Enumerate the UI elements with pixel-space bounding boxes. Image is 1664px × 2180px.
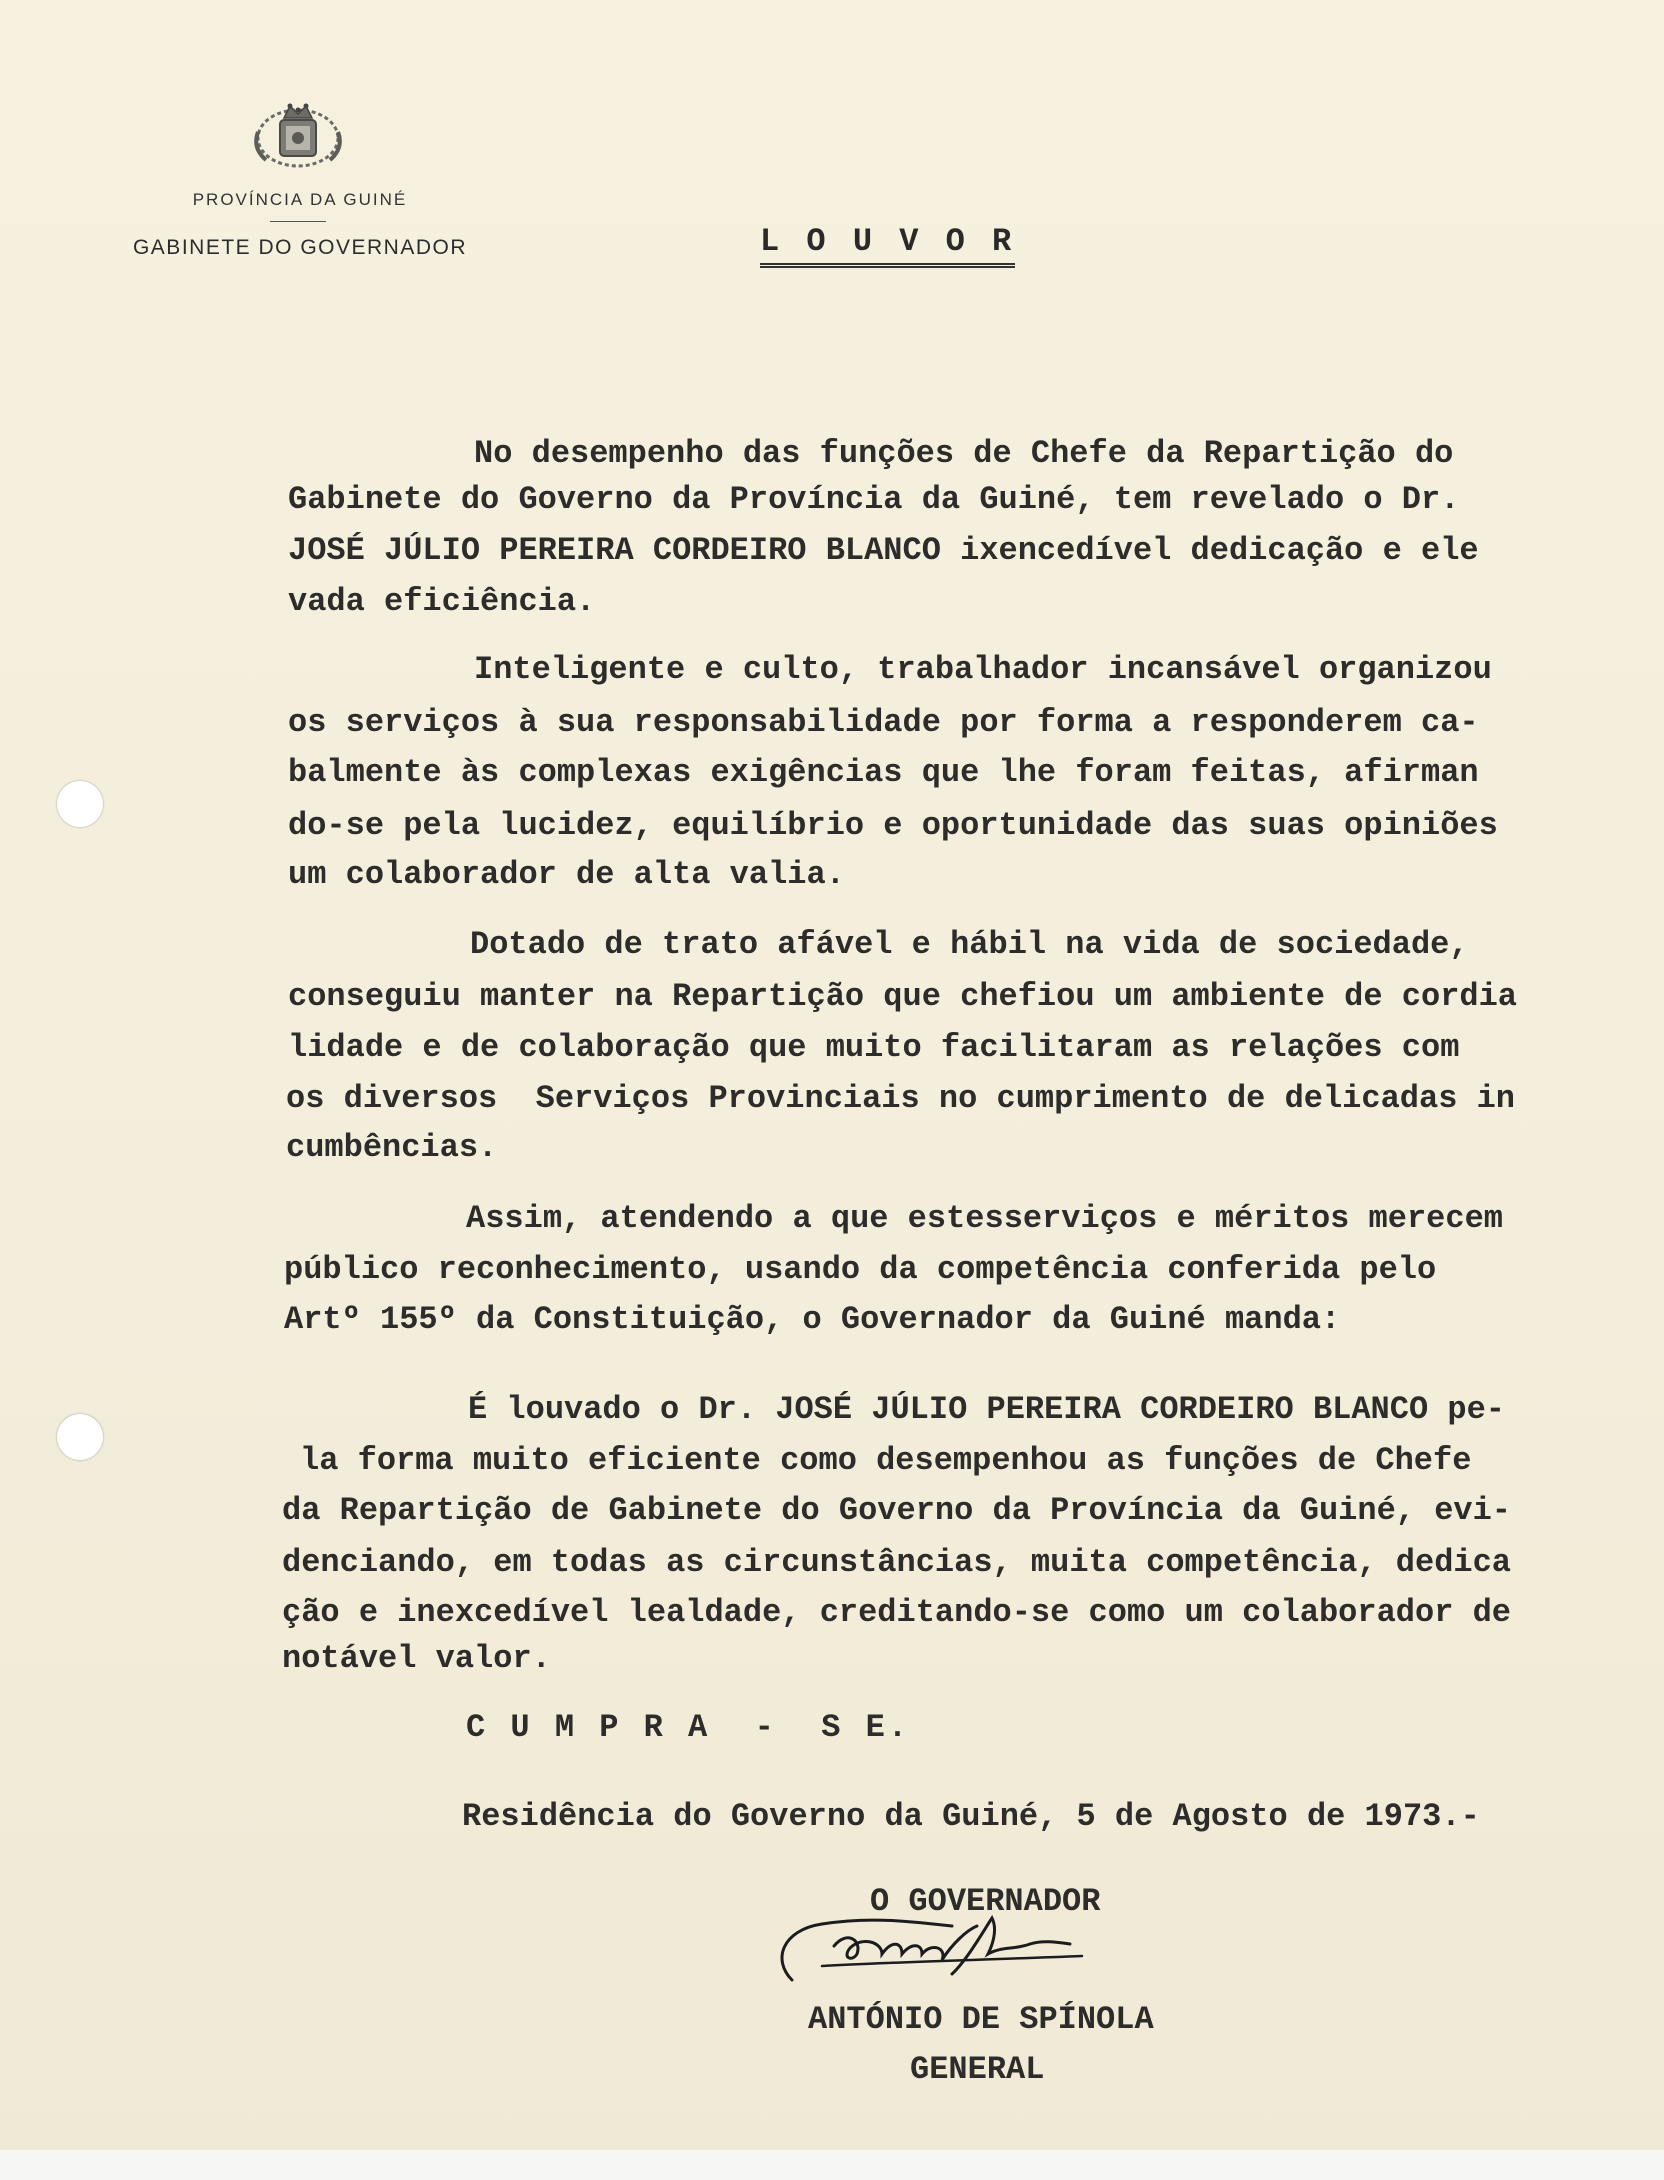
body-line: notável valor.: [282, 1640, 551, 1677]
order-cumpra-se: C U M P R A - S E.: [466, 1709, 911, 1746]
body-line: os diversos Serviços Provinciais no cumprimento de delicadas in: [286, 1080, 1515, 1117]
body-line: ção e inexcedível lealdade, creditando-se como um colaborador de: [282, 1594, 1511, 1631]
body-line: Dotado de trato afável e hábil na vida de sociedade,: [470, 926, 1469, 963]
place-and-date: Residência do Governo da Guiné, 5 de Agosto de 1973.-: [462, 1798, 1480, 1835]
signatory-rank: GENERAL: [910, 2051, 1045, 2088]
body-line: um colaborador de alta valia.: [288, 856, 845, 893]
body-line: os serviços à sua responsabilidade por forma a responderem ca-: [288, 704, 1479, 741]
body-line: denciando, em todas as circunstâncias, muita competência, dedica: [282, 1544, 1511, 1581]
letterhead-divider: [270, 221, 326, 222]
document-title: L O U V O R: [760, 222, 1015, 268]
body-line: Inteligente e culto, trabalhador incansável organizou: [474, 651, 1492, 688]
body-line: É louvado o Dr. JOSÉ JÚLIO PEREIRA CORDEIRO BLANCO pe-: [468, 1391, 1505, 1428]
body-line: Artº 155º da Constituição, o Governador da Guiné manda:: [284, 1301, 1341, 1338]
punch-hole: [57, 781, 103, 827]
body-line: vada eficiência.: [288, 583, 596, 620]
letterhead-office: GABINETE DO GOVERNADOR: [132, 236, 468, 259]
body-line: Assim, atendendo a que estesserviços e méritos merecem: [466, 1200, 1503, 1237]
coat-of-arms-icon: [250, 98, 346, 170]
body-line: da Repartição de Gabinete do Governo da Província da Guiné, evi-: [282, 1492, 1511, 1529]
punch-hole: [57, 1414, 103, 1460]
body-line: lidade e de colaboração que muito facilitaram as relações com: [288, 1029, 1460, 1066]
signatory-name: ANTÓNIO DE SPÍNOLA: [808, 2001, 1154, 2038]
letterhead-province: PROVÍNCIA DA GUINÉ: [192, 190, 408, 209]
handwritten-signature: [752, 1900, 1132, 1990]
body-line: Gabinete do Governo da Província da Guiné, tem revelado o Dr.: [288, 481, 1460, 518]
body-line: balmente às complexas exigências que lhe foram feitas, afirman: [288, 754, 1479, 791]
body-line: JOSÉ JÚLIO PEREIRA CORDEIRO BLANCO ixencedível dedicação e ele: [288, 532, 1479, 569]
body-line: cumbências.: [286, 1129, 498, 1166]
body-line: conseguiu manter na Repartição que chefiou um ambiente de cordia: [288, 978, 1517, 1015]
signatory-role: O GOVERNADOR: [870, 1883, 1101, 1920]
body-line: público reconhecimento, usando da competência conferida pelo: [284, 1251, 1437, 1288]
body-line: do-se pela lucidez, equilíbrio e oportunidade das suas opiniões: [288, 807, 1498, 844]
scan-border: [0, 2150, 1664, 2180]
body-line: la forma muito eficiente como desempenhou as funções de Chefe: [300, 1442, 1472, 1479]
body-line: No desempenho das funções de Chefe da Repartição do: [474, 435, 1454, 472]
